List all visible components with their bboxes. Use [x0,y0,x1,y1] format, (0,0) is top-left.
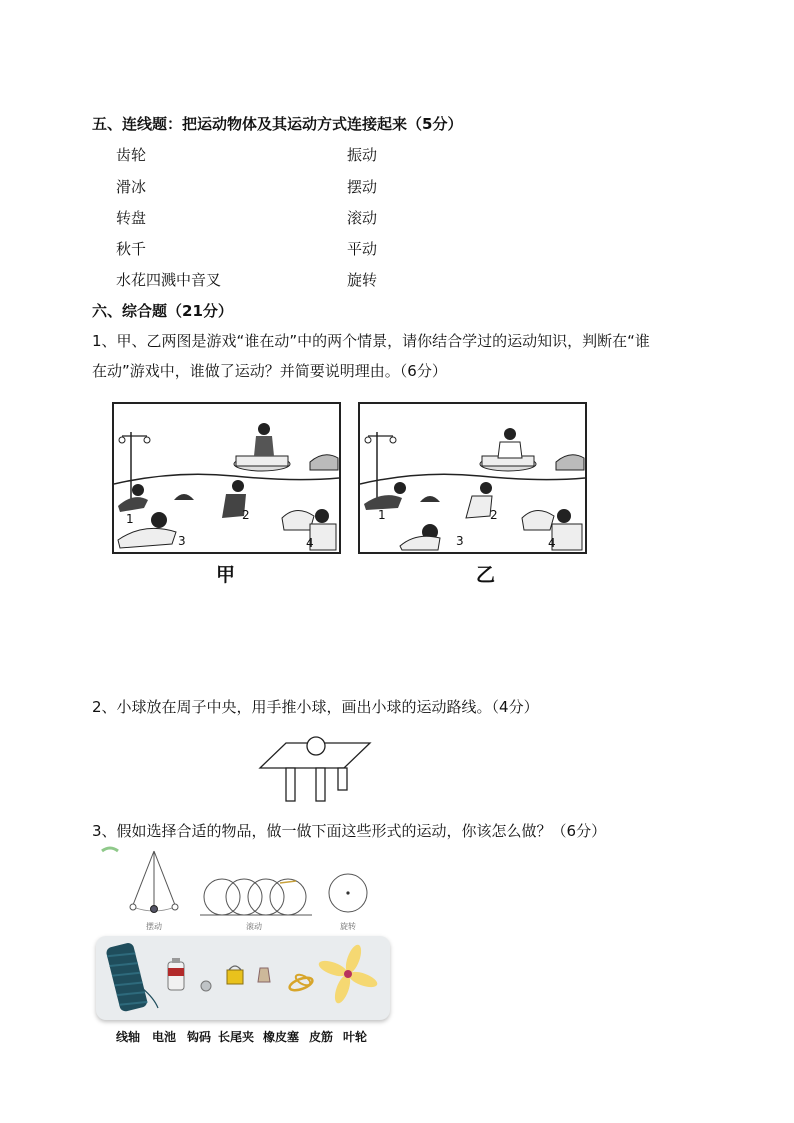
motion-item: 振动 [347,146,378,164]
motion-item: 滚动 [347,209,378,227]
scene-illustration [114,404,339,552]
items-photo [96,936,390,1020]
figure-number: 2 [242,508,250,522]
scene-illustration [360,404,585,552]
table-with-ball-figure [258,733,374,805]
figure-number: 2 [490,508,498,522]
object-item: 齿轮 [116,146,147,164]
item-label: 电池 [152,1030,177,1044]
motion-illustrations [100,845,390,933]
motion-label: 滚动 [246,922,262,931]
figure-jia [112,402,341,554]
items-illustration [96,936,390,1020]
figure-number: 3 [178,534,186,548]
object-item: 秋千 [116,240,147,258]
question-2: 2、小球放在周子中央，用手推小球，画出小球的运动路线。（4分） [92,698,539,716]
item-label: 橡皮塞 [263,1030,300,1044]
motion-label: 摆动 [146,922,162,931]
item-label: 钩码 [187,1030,212,1044]
motion-diagrams [100,845,390,933]
object-item: 滑冰 [116,178,147,196]
figure-number: 1 [378,508,386,522]
motion-item: 旋转 [347,271,378,289]
motion-item: 平动 [347,240,378,258]
question-1-line1: 1、甲、乙两图是游戏“谁在动”中的两个情景，请你结合学过的运动知识，判断在“谁 [92,332,650,350]
figure-number: 1 [126,512,134,526]
item-label: 线轴 [116,1030,141,1044]
item-label: 长尾夹 [218,1030,255,1044]
figure-number: 4 [306,536,314,550]
figure-number: 3 [456,534,464,548]
figure-yi [358,402,587,554]
figure-number: 4 [548,536,556,550]
item-label: 叶轮 [343,1030,368,1044]
motion-label: 旋转 [340,922,356,931]
question-1-line2: 在动”游戏中，谁做了运动？并简要说明理由。（6分） [92,362,447,380]
question-1 [92,326,732,386]
question-3: 3、假如选择合适的物品，做一做下面这些形式的运动，你该怎么做？（6分） [92,822,607,840]
figure-caption-jia: 甲 [216,564,236,586]
section5-title: 五、连线题：把运动物体及其运动方式连接起来（5分） [92,115,463,133]
figure-caption-yi: 乙 [476,564,496,586]
object-item: 水花四溅中音叉 [116,271,222,289]
object-item: 转盘 [116,209,147,227]
motion-item: 摆动 [347,178,378,196]
section6-title: 六、综合题（21分） [92,302,233,320]
item-label: 皮筋 [309,1030,334,1044]
